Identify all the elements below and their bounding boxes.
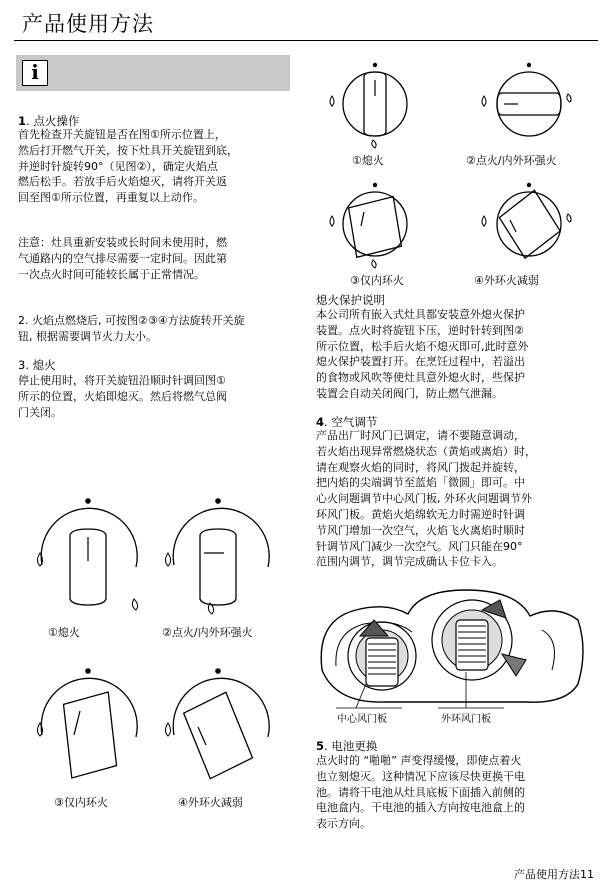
section-4-heading: 4. 空气调节 (316, 415, 378, 429)
section-2-text: 2. 火焰点燃烧后, 可按图②③④方法旋转开关旋 钮, 根据需要调节火力大小。 (18, 314, 245, 343)
label-outer-damper: 外环风门板 (441, 714, 491, 725)
guard-body: 本公司所有嵌入式灶具都安装意外熄火保护 装置。点火时将旋钮下压，逆时针转到图② 所示位置，松手后火焰不熄灭即可,此时意外 熄火保护装置打开。在烹饪过程中，若溢出 的食物或风吹等使灶具意外熄火时，些保护 装置会自动关闭阀门，防止燃气泄漏。 (316, 308, 529, 400)
caption-ignite-large: ②点火/内外环强火 (162, 626, 253, 639)
page-title: 产品使用方法 (22, 12, 154, 36)
label-center-damper: 中心风门板 (337, 714, 387, 725)
section-5-heading: 5. 电池更换 (316, 739, 378, 753)
info-bar (16, 55, 290, 91)
caption-ignite-small: ②点火/内外环强火 (466, 154, 557, 167)
page-footer: 产品使用方法11 (514, 868, 594, 881)
knob-figure-outer-large (160, 665, 280, 785)
section-3-heading: 3. 熄火 (18, 358, 56, 372)
section-5-body: 点火时的 “啪啪” 声变得缓慢，即使点着火 也立刻熄灭。这种情况下应该尽快更换干电 池。请将干电池从灶具底板下面插入前侧的 电池盒内。干电池的插入方向按电池盒上的 表示方向。 (316, 754, 525, 831)
caption-outer-large: ④外环火减弱 (178, 796, 243, 809)
caption-inner-small: ③仅内环火 (350, 274, 404, 287)
knob-figure-outer-small (494, 182, 574, 272)
section-1-heading: 1. 点火操作 (18, 114, 80, 128)
section-3-body: 停止使用时，将开关旋钮沿顺时针调回图① 所示的位置，火焰即熄灭。然后将燃气总阀 门关闭。 (18, 374, 227, 419)
caption-outer-small: ④外环火减弱 (474, 274, 539, 287)
knob-figure-inner-small (340, 182, 420, 272)
caption-off-small: ①熄火 (352, 154, 384, 167)
knob-figure-off-large (30, 495, 150, 615)
burner-air-damper-diagram (316, 580, 588, 720)
guard-heading: 熄火保护说明 (316, 293, 385, 307)
knob-figure-ignite-small (494, 62, 574, 152)
caption-off-large: ①熄火 (48, 626, 80, 639)
knob-figure-inner-large (30, 665, 150, 785)
caption-inner-large: ③仅内环火 (54, 796, 108, 809)
section-1-body: 首先检查开关旋钮是否在图①所示位置上， 然后打开燃气开关，按下灶具开关旋钮到底， 并逆时针旋转90°（见图②），确定火焰点 燃后松手。若放手后火焰熄灭，请将开关返 回至图①所示位置，再重复以上动作。 (18, 128, 238, 205)
info-icon: i (22, 60, 48, 86)
knob-figure-off-small (340, 62, 420, 152)
title-divider (14, 40, 598, 41)
section-4-body: 产品出厂时风门已调定，请不要随意调动， 若火焰出现异常燃烧状态（黄焰或离焰）时， 请在观察火焰的同时，将风门拨起并旋转， 把内焰的尖端调节至蓝焰「微圆」即可。中 心火问题调节中心风门板, 外环火问题调节外 环风门板。黄焰火焰绵软无力时需逆时针调 节风门增加一次空气，火焰飞火离焰时顺时 针调节风门减少一次空气。风门只能在90° 范围内调节，调节完成确认卡位卡入。 (316, 429, 536, 569)
knob-figure-ignite-large (160, 495, 280, 615)
note-text: 注意：灶具重新安装或长时间未使用时，燃 气通路内的空气排尽需要一定时间。因此第 一次点火时间可能较长属于正常情况。 (18, 236, 227, 281)
